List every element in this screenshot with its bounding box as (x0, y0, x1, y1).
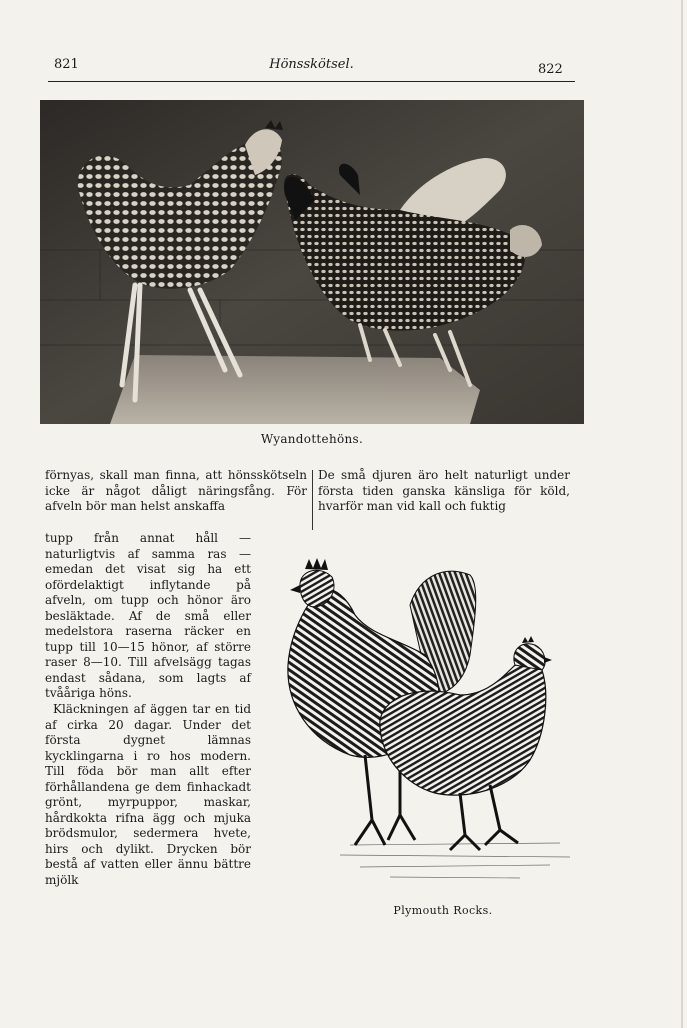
running-title: Hönsskötsel. (269, 57, 354, 72)
page-edge (681, 0, 683, 1028)
text-top-right: De små djuren äro helt naturligt under första tiden ganska känsliga för köld, hvarför man vid kall och fuktig (318, 468, 570, 513)
text-body-column (45, 531, 251, 889)
paragraph-hatching: Kläckningen af äggen tar en tid af cirka 20 dagar. Under det första dygnet lämnas kycklingarna i ro hos modern. Till föda bör man allt efter förhållandena ge dem finhackadt grönt, myrpuppor, maskar, hårdkokta rifna ägg och mjuka brödsmulor, sedermera hvete, hirs och dylikt. Drycken bör bestå af vatten eller ännu bättre mjölk (45, 702, 251, 888)
figure-caption-plymouth: Plymouth Rocks. (393, 904, 493, 917)
plymouth-rocks-image (260, 545, 580, 900)
running-header (48, 57, 575, 82)
column-rule (312, 470, 313, 530)
figure-caption-wyandotte: Wyandottehöns. (260, 432, 364, 446)
wyandotte-photo (40, 100, 584, 424)
plymouth-rocks-engraving (260, 545, 580, 900)
wyandotte-photo-image (40, 100, 584, 424)
page-number-right: 822 (538, 62, 563, 77)
paragraph-breeding: tupp från annat håll — naturligtvis af samma ras — emedan det visat sig ha ett ofördelaktigt inflytande på afveln, om tupp och hönor äro besläktade. Af de små eller medelstora raserna räcker en tupp till 10—15 hönor, af större raser 8—10. Till afvelsägg tagas endast sådana, som lagts af tvååriga höns. (45, 531, 251, 701)
page-number-left: 821 (54, 57, 79, 72)
text-top-left: förnyas, skall man finna, att hönsskötseln icke är något dåligt näringsfång. För afveln bör man helst anskaffa (45, 468, 307, 513)
